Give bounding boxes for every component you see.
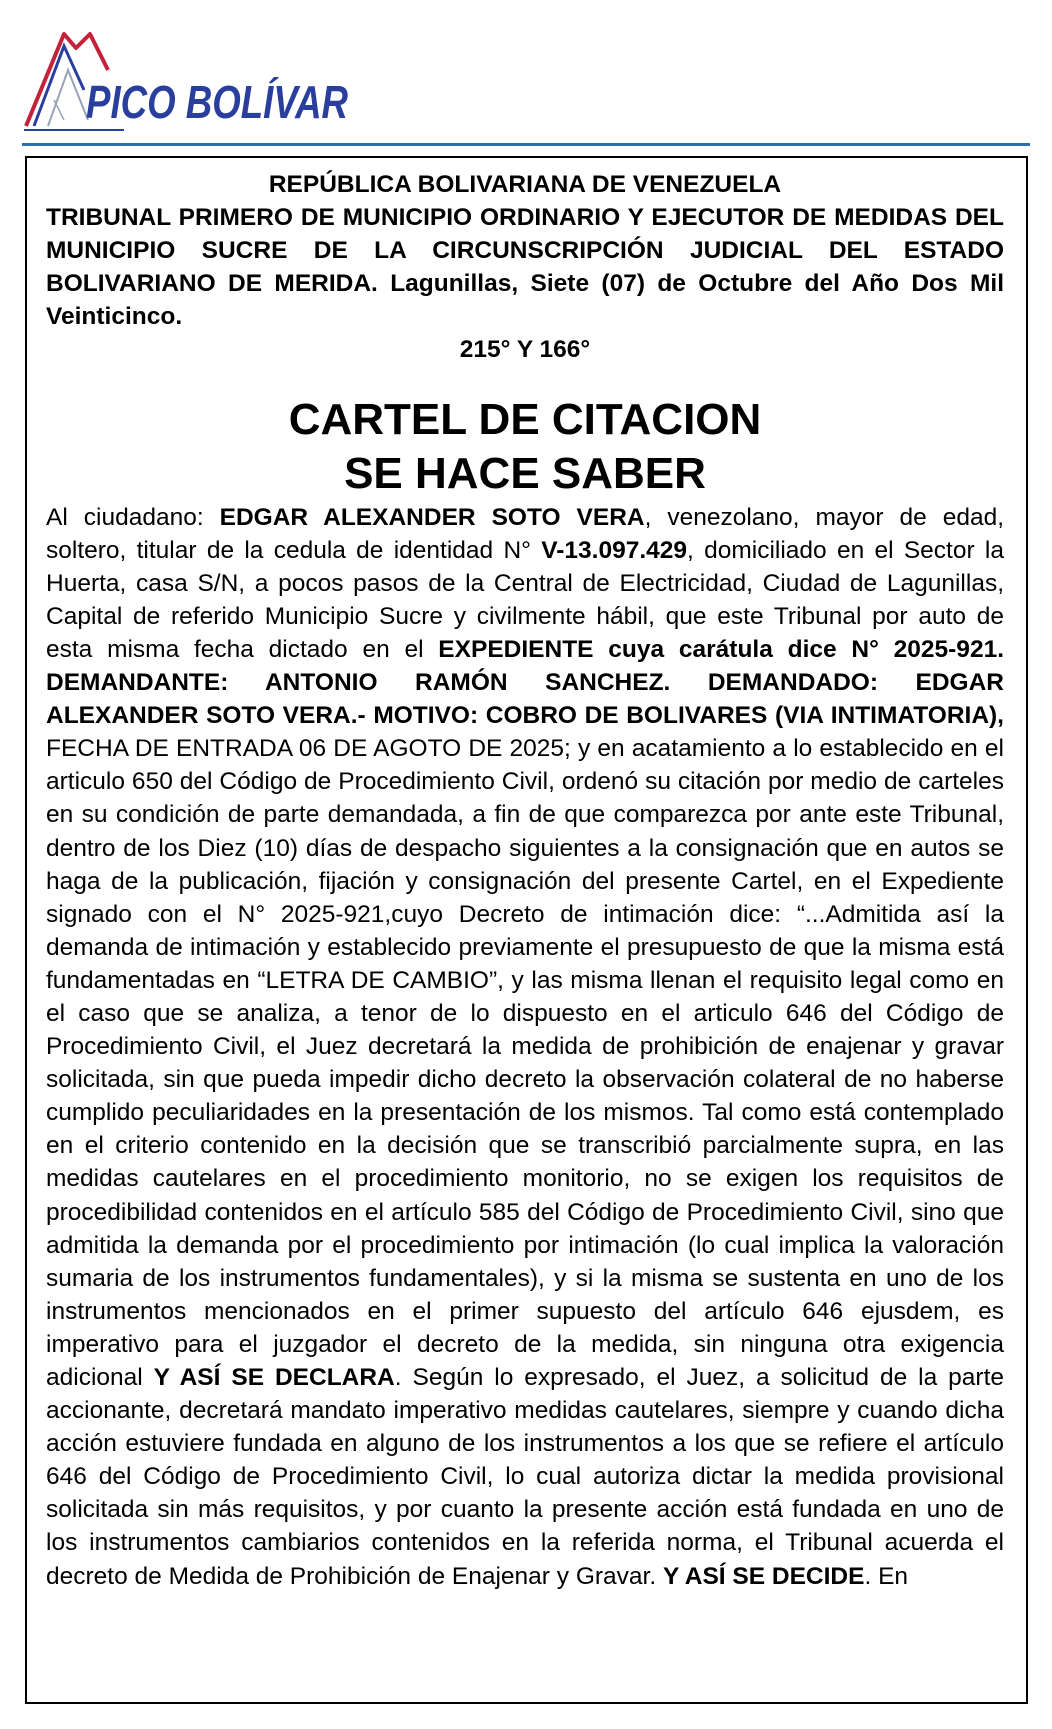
logo-text: PICO BOLÍVAR: [86, 76, 348, 128]
body-text: . En: [864, 1562, 909, 1590]
body-text: , domiciliado en el Sector la Huerta, casa S/N, a pocos pasos de la Central de Electricidad, Ciudad de Lagunillas, Capital de referido Municipio Sucre y civilmente hábil, que este Tribunal por auto de esta misma fecha dictado en el: [46, 536, 1004, 663]
country-heading: REPÚBLICA BOLIVARIANA DE VENEZUELA: [268, 171, 782, 198]
declaration: Y ASÍ SE DECLARA: [153, 1364, 395, 1391]
notice-title: CARTEL DE CITACION: [288, 394, 762, 444]
id-number: V-13.097.429: [541, 536, 688, 564]
case-caption: EXPEDIENTE cuya carátula dice N° 2025-921. DEMANDANTE: ANTONIO RAMÓN SANCHEZ. DEMANDADO: EDGAR ALEXANDER SOTO VERA.- MOTIVO: COBRO DE BOLIVARES (VIA INTIMATORIA),: [46, 635, 1004, 730]
notice-body: [46, 501, 1004, 1593]
pico-bolivar-logo: [24, 30, 354, 140]
notice-content: [46, 168, 1004, 1593]
notice-subtitle: SE HACE SABER: [344, 448, 706, 498]
years-line: 215° Y 166°: [459, 336, 591, 364]
court-heading: TRIBUNAL PRIMERO DE MUNICIPIO ORDINARIO Y EJECUTOR DE MEDIDAS DEL MUNICIPIO SUCRE DE LA CIRCUNSCRIPCIÓN JUDICIAL DEL ESTADO BOLIVARIANO DE MERIDA. Lagunillas, Siete (07) de Octubre del Año Dos Mil Veinticinco.: [46, 204, 1004, 331]
body-text: , venezolano, mayor de edad, soltero, titular de la cedula de identidad N°: [46, 503, 1005, 564]
decision: Y ASÍ SE DECIDE: [662, 1562, 865, 1590]
mountain-logo-icon: [24, 30, 354, 140]
body-text: . Según lo expresado, el Juez, a solicitud de la parte accionante, decretará mandato imperativo medidas cautelares, siempre y cuando dicha acción estuviere fundada en alguno de los instrumentos a los que se refiere el artículo 646 del Código de Procedimiento Civil, lo cual autoriza dictar la medida provisional solicitada sin más requisitos, y por cuanto la presente acción está fundada en uno de los instrumentos cambiarios contenidos en la referida norma, el Tribunal acuerda el decreto de Medida de Prohibición de Enajenar y Gravar.: [46, 1364, 1004, 1590]
header-rule: [22, 143, 1030, 146]
defendant-name: EDGAR ALEXANDER SOTO VERA: [219, 503, 645, 531]
body-text: Al ciudadano:: [46, 503, 220, 531]
body-text: FECHA DE ENTRADA 06 DE AGOTO DE 2025; y en acatamiento a lo establecido en el articulo 650 del Código de Procedimiento Civil, ordenó su citación por medio de carteles en su condición de parte demandada, a fin de que comparezca por ante este Tribunal, dentro de los Diez (10) días de despacho siguientes a la consignación que en autos se haga de la publicación, fijación y consignación del presente Cartel, en el Expediente signado con el N° 2025-921,cuyo Decreto de intimación dice: “...Admitida así la demanda de intimación y establecido previamente el presupuesto de que la misma está fundamentadas en “LETRA DE CAMBIO”, y las misma llenan el requisito legal como en el caso que se analiza, a tenor de lo dispuesto en el articulo 646 del Código de Procedimiento Civil, el Juez decretará la medida de prohibición de enajenar y gravar solicitada, sin que pueda impedir dicho decreto la observación colateral de no haberse cumplido peculiaridades en la presentación de los mismos. Tal como está contemplado en el criterio contenido en la decisión que se transcribió parcialmente supra, en las medidas cautelares en el procedimiento monitorio, no se exigen los requisitos de procedibilidad contenidos en el artículo 585 del Código de Procedimiento Civil, sino que admitida la demanda por el procedimiento por intimación (lo cual implica la valoración sumaria de los instrumentos fundamentales), y si la misma se sustenta en uno de los instrumentos mencionados en el primer supuesto del artículo 646 ejusdem, es imperativo para el juzgador el decreto de la medida, sin ninguna otra exigencia adicional: [46, 735, 1004, 1391]
